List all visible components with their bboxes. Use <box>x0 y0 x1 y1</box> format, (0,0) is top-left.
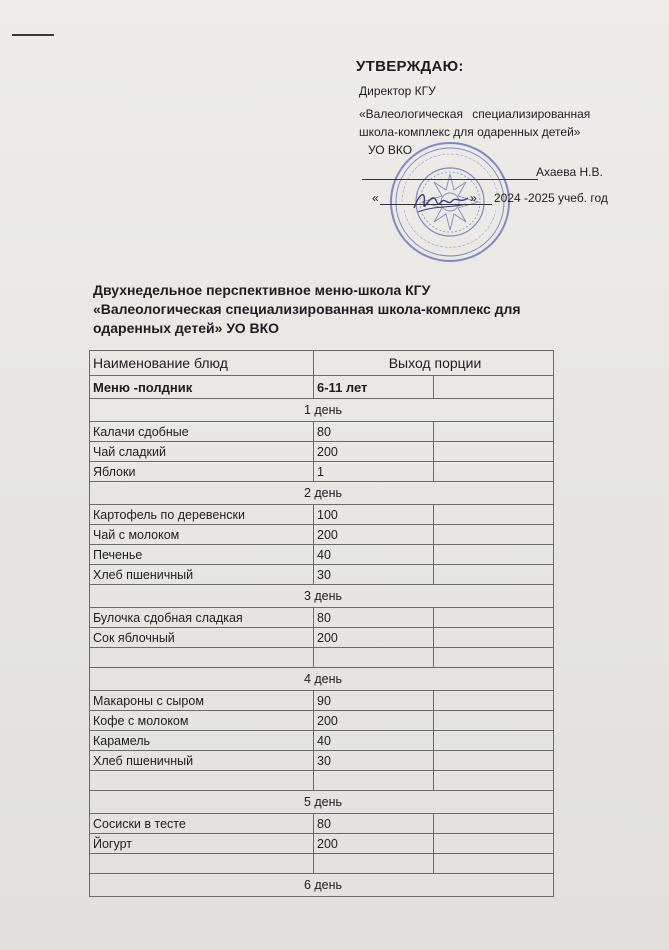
portion-value: 200 <box>314 834 434 854</box>
table-row <box>90 814 554 834</box>
day-label: 5 день <box>90 791 554 814</box>
signature-row <box>356 163 656 185</box>
dish-name: Сок яблочный <box>90 628 314 648</box>
empty-cell <box>434 854 554 874</box>
portion-value: 80 <box>314 814 434 834</box>
table-row <box>90 751 554 771</box>
table-row <box>90 771 554 791</box>
table-row <box>90 442 554 462</box>
title-line-3: одаренных детей» УО ВКО <box>93 320 280 336</box>
dish-name: Кофе с молоком <box>90 711 314 731</box>
empty-cell <box>434 814 554 834</box>
signer-name: Ахаева Н.В. <box>536 165 603 179</box>
signature-line <box>362 179 538 180</box>
approval-org-line-2: школа-комплекс для одаренных детей» <box>359 125 581 139</box>
table-row <box>90 628 554 648</box>
empty-cell <box>434 711 554 731</box>
portion-value: 200 <box>314 711 434 731</box>
table-row <box>90 565 554 585</box>
empty-cell <box>434 628 554 648</box>
day-label: 4 день <box>90 668 554 691</box>
portion-value: 1 <box>314 462 434 482</box>
dish-name: Карамель <box>90 731 314 751</box>
academic-year: 2024 -2025 учеб. год <box>494 191 608 205</box>
empty-cell <box>434 731 554 751</box>
table-row <box>90 691 554 711</box>
day-row <box>90 874 554 897</box>
dish-name: Хлеб пшеничный <box>90 565 314 585</box>
age-group: 6-11 лет <box>314 376 434 399</box>
dish-name: Чай сладкий <box>90 442 314 462</box>
dish-name: Макароны с сыром <box>90 691 314 711</box>
dish-name <box>90 771 314 791</box>
empty-cell <box>434 608 554 628</box>
approval-org-line-1: «Валеологическая специализированная <box>359 107 591 121</box>
day-label: 6 день <box>90 874 554 897</box>
portion-value: 40 <box>314 731 434 751</box>
menu-table <box>89 350 554 897</box>
table-row <box>90 545 554 565</box>
document-title <box>93 281 613 338</box>
day-row <box>90 482 554 505</box>
table-row <box>90 608 554 628</box>
meal-type: Меню -полдник <box>90 376 314 399</box>
day-label: 3 день <box>90 585 554 608</box>
table-row <box>90 422 554 442</box>
title-line-2: «Валеологическая специализированная школа-комплекс для <box>93 301 521 317</box>
table-row <box>90 525 554 545</box>
table-row <box>90 854 554 874</box>
table-row <box>90 505 554 525</box>
day-label: 2 день <box>90 482 554 505</box>
empty-cell <box>434 545 554 565</box>
dish-name: Чай с молоком <box>90 525 314 545</box>
empty-cell <box>434 565 554 585</box>
approval-org-line-3: УО ВКО <box>368 143 413 157</box>
dish-name: Калачи сдобные <box>90 422 314 442</box>
dish-name: Сосиски в тесте <box>90 814 314 834</box>
portion-value <box>314 771 434 791</box>
title-line-1: Двухнедельное перспективное меню-школа КГУ <box>93 282 431 298</box>
date-quote-open: « <box>372 191 379 205</box>
portion-value: 40 <box>314 545 434 565</box>
approval-block <box>356 58 656 207</box>
day-row <box>90 791 554 814</box>
empty-cell <box>434 525 554 545</box>
empty-cell <box>434 376 554 399</box>
approval-position: Директор КГУ <box>359 84 436 98</box>
portion-value: 200 <box>314 442 434 462</box>
day-row <box>90 668 554 691</box>
corner-mark <box>12 34 54 36</box>
empty-cell <box>434 834 554 854</box>
empty-cell <box>434 648 554 668</box>
date-line-month <box>478 204 492 205</box>
empty-cell <box>434 751 554 771</box>
table-row <box>90 834 554 854</box>
portion-value: 200 <box>314 525 434 545</box>
portion-value: 100 <box>314 505 434 525</box>
day-row <box>90 585 554 608</box>
portion-value <box>314 648 434 668</box>
portion-value: 200 <box>314 628 434 648</box>
portion-value: 30 <box>314 565 434 585</box>
empty-cell <box>434 462 554 482</box>
portion-value <box>314 854 434 874</box>
empty-cell <box>434 422 554 442</box>
header-portion: Выход порции <box>314 351 554 376</box>
dish-name: Яблоки <box>90 462 314 482</box>
portion-value: 80 <box>314 608 434 628</box>
portion-value: 80 <box>314 422 434 442</box>
table-row <box>90 731 554 751</box>
day-row <box>90 399 554 422</box>
portion-value: 90 <box>314 691 434 711</box>
approval-heading: УТВЕРЖДАЮ: <box>356 58 464 75</box>
date-line-day <box>380 204 484 205</box>
empty-cell <box>434 771 554 791</box>
dish-name: Печенье <box>90 545 314 565</box>
day-label: 1 день <box>90 399 554 422</box>
empty-cell <box>434 442 554 462</box>
empty-cell <box>434 505 554 525</box>
table-row <box>90 711 554 731</box>
date-quote-close: » <box>470 191 477 205</box>
portion-value: 30 <box>314 751 434 771</box>
header-dish-name: Наименование блюд <box>90 351 314 376</box>
dish-name: Картофель по деревенски <box>90 505 314 525</box>
dish-name <box>90 854 314 874</box>
empty-cell <box>434 691 554 711</box>
dish-name: Хлеб пшеничный <box>90 751 314 771</box>
table-row <box>90 648 554 668</box>
dish-name: Йогурт <box>90 834 314 854</box>
table-subheader-row <box>90 376 554 399</box>
dish-name <box>90 648 314 668</box>
table-header-row <box>90 351 554 376</box>
date-row <box>356 187 656 207</box>
table-row <box>90 462 554 482</box>
dish-name: Булочка сдобная сладкая <box>90 608 314 628</box>
